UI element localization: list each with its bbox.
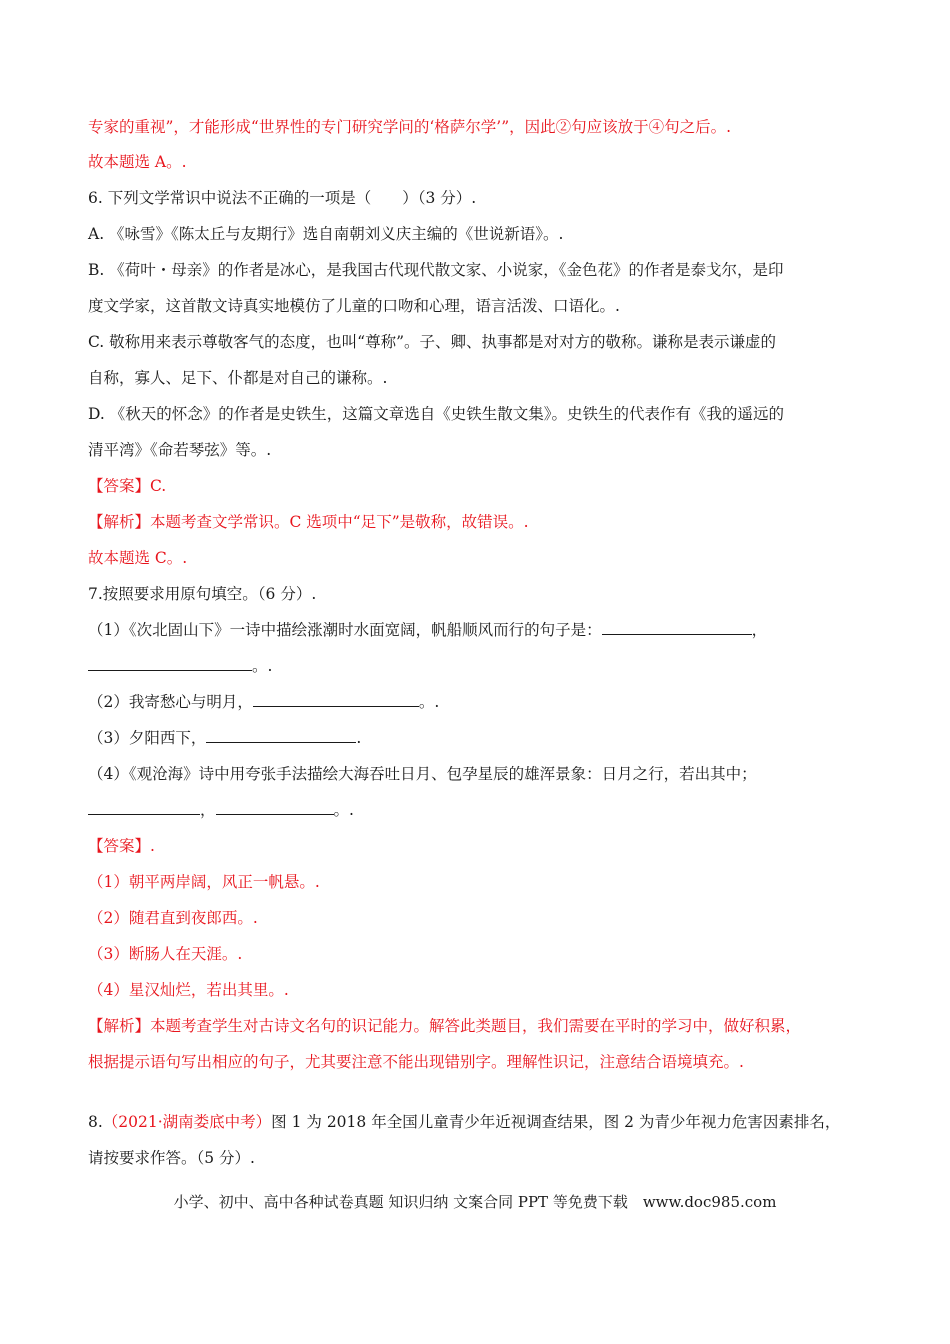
question-7-1 (88, 619, 870, 641)
punctuation: ， (751, 621, 768, 639)
option-c: C. 敬称用来表示尊敬客气的态度，也叫“尊称”。子、卿、执事都是对对方的敬称。谦称是表示谦虚的 (88, 333, 777, 351)
analysis-7-cont: 根据提示语句写出相应的句子，尤其要注意不能出现错别字。理解性识记，注意结合语境填充。. (88, 1053, 744, 1071)
punctuation: 。. (252, 657, 273, 675)
page-footer: 小学、初中、高中各种试卷真题 知识归纳 文案合同 PPT 等免费下载 www.doc985.com (173, 1193, 777, 1211)
question-6-stem: 6. 下列文学常识中说法不正确的一项是（ ）（3 分）. (88, 189, 477, 207)
source-tag: （2021·湖南娄底中考） (102, 1113, 272, 1131)
blank-field[interactable] (88, 655, 252, 671)
blank-field[interactable] (253, 691, 419, 707)
punctuation: ， (200, 801, 216, 819)
option-d: D. 《秋天的怀念》的作者是史铁生，这篇文章选自《史铁生散文集》。史铁生的代表作有《我的遥远的 (88, 405, 784, 423)
text-line: 故本题选 A。. (88, 153, 187, 171)
question-8-stem (88, 1111, 870, 1133)
question-7-1-cont (88, 655, 870, 677)
question-7-2 (88, 691, 870, 713)
blank-field[interactable] (216, 799, 334, 815)
question-number: 8. (88, 1113, 103, 1131)
blank-field[interactable] (88, 799, 200, 815)
prompt-text: （2）我寄愁心与明月， (88, 693, 253, 711)
analysis-6: 【解析】本题考查文学常识。C 选项中“足下”是敬称，故错误。. (88, 513, 529, 531)
option-b: B. 《荷叶・母亲》的作者是冰心，是我国古代现代散文家、小说家，《金色花》的作者是泰戈尔，是印 (88, 261, 784, 279)
option-a: A. 《咏雪》《陈太丘与友期行》选自南朝刘义庆主编的《世说新语》。. (88, 225, 564, 243)
punctuation: 。. (333, 801, 354, 819)
answer-7: 【答案】. (88, 837, 155, 855)
conclusion-6: 故本题选 C。. (88, 549, 188, 567)
question-7-3 (88, 727, 870, 749)
prompt-text: （1）《次北固山下》一诗中描绘涨潮时水面宽阔，帆船顺风而行的句子是： (88, 621, 602, 639)
question-8-cont: 请按要求作答。（5 分）. (88, 1149, 255, 1167)
option-c-cont: 自称，寡人、足下、仆都是对自己的谦称。. (88, 369, 388, 387)
question-7-4: （4）《观沧海》诗中用夸张手法描绘大海吞吐日月、包孕星辰的雄浑景象：日月之行，若出其中； (88, 765, 757, 783)
answer-7-3: （3）断肠人在天涯。. (88, 945, 243, 963)
question-7-stem: 7.按照要求用原句填空。（6 分）. (88, 585, 317, 603)
answer-6: 【答案】C. (88, 477, 167, 495)
prompt-text: （3）夕阳西下， (88, 729, 207, 747)
blank-field[interactable] (602, 619, 752, 635)
answer-7-2: （2）随君直到夜郎西。. (88, 909, 258, 927)
option-d-cont: 清平湾》《命若琴弦》等。. (88, 441, 272, 459)
blank-field[interactable] (206, 727, 356, 743)
punctuation: . (356, 729, 362, 747)
punctuation: 。. (418, 693, 440, 711)
text-line: 专家的重视”，才能形成“世界性的专门研究学问的‘格萨尔学’”，因此②句应该放于④句之后。. (88, 118, 732, 136)
question-7-4-cont (88, 799, 870, 821)
option-b-cont: 度文学家，这首散文诗真实地模仿了儿童的口吻和心理，语言活泼、口语化。. (88, 297, 620, 315)
answer-7-4: （4）星汉灿烂，若出其里。. (88, 981, 289, 999)
analysis-7: 【解析】本题考查学生对古诗文名句的识记能力。解答此类题目，我们需要在平时的学习中，做好积累， (88, 1017, 802, 1035)
question-text: 图 1 为 2018 年全国儿童青少年近视调查结果，图 2 为青少年视力危害因素排名， (271, 1113, 841, 1131)
answer-7-1: （1）朝平两岸阔，风正一帆悬。. (88, 873, 320, 891)
